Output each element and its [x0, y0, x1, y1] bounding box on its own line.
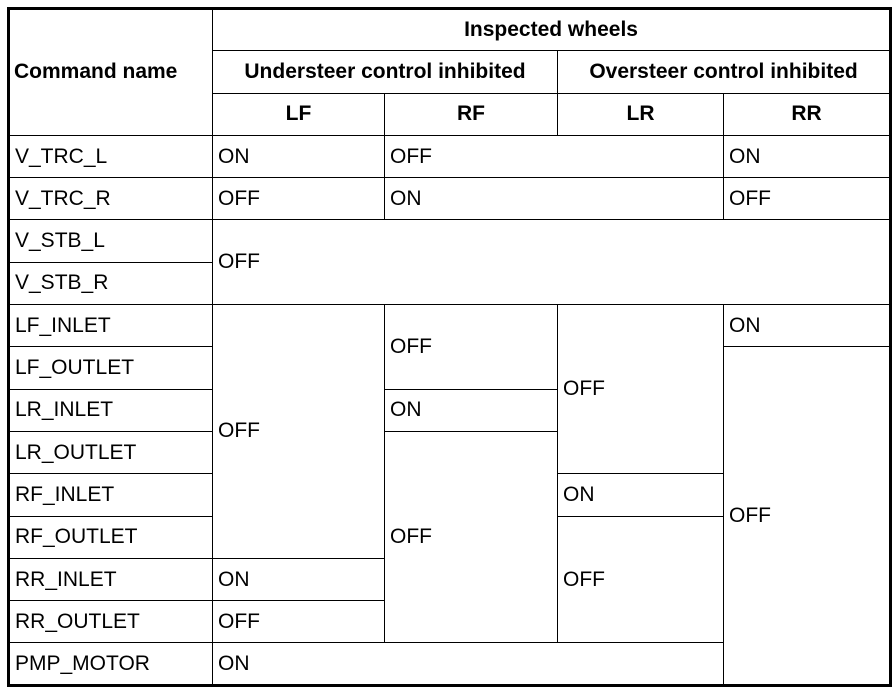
table-row — [9, 643, 891, 685]
value-cell: ON — [385, 389, 558, 431]
command-name-cell: PMP_MOTOR — [9, 643, 213, 685]
value-cell: ON — [385, 178, 724, 220]
header-row-1 — [9, 9, 891, 51]
command-name-cell: LR_OUTLET — [9, 431, 213, 473]
command-name-cell: V_STB_L — [9, 220, 213, 262]
header-inspected-wheels: Inspected wheels — [213, 9, 891, 51]
command-name-cell: RR_OUTLET — [9, 601, 213, 643]
header-wheel-rr: RR — [724, 93, 891, 135]
command-name-cell: V_STB_R — [9, 262, 213, 304]
value-cell: ON — [724, 305, 891, 347]
value-cell: OFF — [213, 178, 385, 220]
command-table — [7, 7, 892, 687]
command-name-cell: LF_INLET — [9, 305, 213, 347]
command-name-cell: LR_INLET — [9, 389, 213, 431]
value-cell: OFF — [213, 220, 891, 305]
header-understeer: Understeer control inhibited — [213, 51, 558, 93]
value-cell: ON — [213, 558, 385, 600]
header-wheel-lr: LR — [558, 93, 724, 135]
value-cell: ON — [213, 135, 385, 177]
value-cell: OFF — [724, 178, 891, 220]
table-row — [9, 305, 891, 347]
command-name-cell: V_TRC_L — [9, 135, 213, 177]
header-oversteer: Oversteer control inhibited — [558, 51, 891, 93]
value-cell: OFF — [385, 305, 558, 390]
table-row — [9, 178, 891, 220]
value-cell: OFF — [213, 305, 385, 559]
command-name-cell: RR_INLET — [9, 558, 213, 600]
header-command-name: Command name — [9, 9, 213, 136]
header-wheel-lf: LF — [213, 93, 385, 135]
command-table-container — [7, 7, 892, 687]
value-cell: OFF — [385, 135, 724, 177]
value-cell: OFF — [213, 601, 385, 643]
value-cell: OFF — [558, 516, 724, 643]
command-name-cell: RF_INLET — [9, 474, 213, 516]
command-name-cell: RF_OUTLET — [9, 516, 213, 558]
value-cell: OFF — [724, 347, 891, 685]
table-row — [9, 135, 891, 177]
value-cell: OFF — [385, 431, 558, 642]
value-cell: OFF — [558, 305, 724, 474]
value-cell: ON — [213, 643, 891, 685]
command-name-cell: V_TRC_R — [9, 178, 213, 220]
value-cell: ON — [724, 135, 891, 177]
value-cell: ON — [558, 474, 724, 516]
command-name-cell: LF_OUTLET — [9, 347, 213, 389]
table-row — [9, 220, 891, 262]
header-wheel-rf: RF — [385, 93, 558, 135]
